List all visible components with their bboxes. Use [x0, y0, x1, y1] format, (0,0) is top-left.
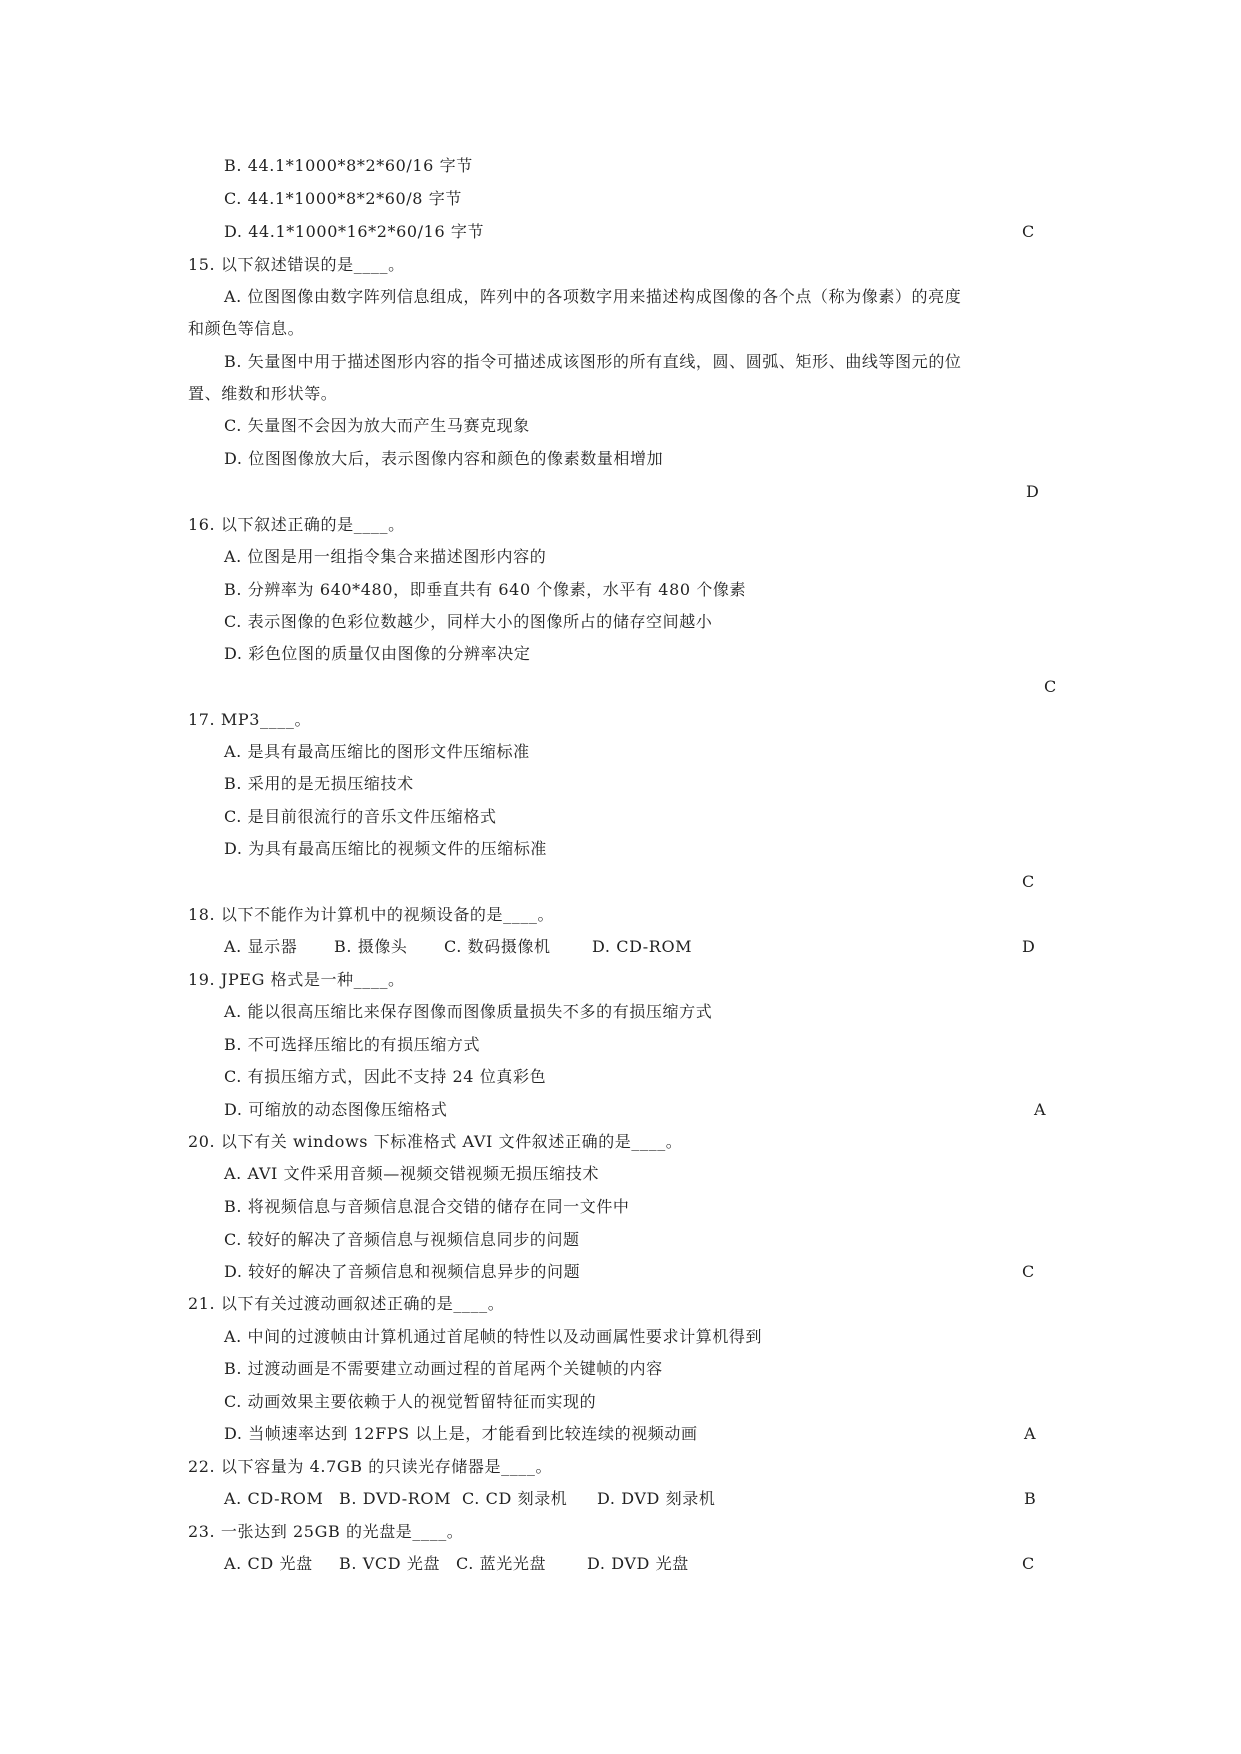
q14-option-b: B. 44.1*1000*8*2*60/16 字节: [224, 156, 473, 175]
q20-option-c: C. 较好的解决了音频信息与视频信息同步的问题: [224, 1230, 580, 1249]
q18-option-d: D. CD-ROM: [592, 937, 693, 956]
q21-option-c: C. 动画效果主要依赖于人的视觉暂留特征而实现的: [224, 1392, 597, 1411]
q15-option-a-line2: 和颜色等信息。: [188, 319, 305, 338]
q23-option-b: B. VCD 光盘: [339, 1554, 441, 1573]
q19-option-a: A. 能以很高压缩比来保存图像而图像质量损失不多的有损压缩方式: [224, 1002, 713, 1021]
q22-option-b: B. DVD-ROM: [339, 1489, 452, 1508]
q22-answer: B: [1024, 1489, 1036, 1508]
q14-option-d: D. 44.1*1000*16*2*60/16 字节: [224, 222, 485, 241]
q21-option-b: B. 过渡动画是不需要建立动画过程的首尾两个关键帧的内容: [224, 1359, 663, 1378]
q16-option-d: D. 彩色位图的质量仅由图像的分辨率决定: [224, 644, 531, 663]
q18-stem: 18. 以下不能作为计算机中的视频设备的是____。: [188, 905, 555, 924]
q22-options: [224, 1488, 715, 1510]
q16-option-b: B. 分辨率为 640*480，即垂直共有 640 个像素，水平有 480 个像素: [224, 580, 747, 599]
q22-option-a: A. CD-ROM: [224, 1489, 324, 1508]
q22-option-c: C. CD 刻录机: [462, 1489, 568, 1508]
q17-stem: 17. MP3____。: [188, 710, 312, 729]
q16-option-a: A. 位图是用一组指令集合来描述图形内容的: [224, 547, 547, 566]
q23-options: [224, 1553, 689, 1575]
q20-stem: 20. 以下有关 windows 下标准格式 AVI 文件叙述正确的是____。: [188, 1132, 683, 1151]
q22-stem: 22. 以下容量为 4.7GB 的只读光存储器是____。: [188, 1457, 553, 1476]
q14-answer: C: [1022, 222, 1035, 241]
q15-option-d: D. 位图图像放大后，表示图像内容和颜色的像素数量相增加: [224, 449, 664, 468]
q18-option-a: A. 显示器: [224, 937, 298, 956]
q21-stem: 21. 以下有关过渡动画叙述正确的是____。: [188, 1294, 505, 1313]
q19-option-d: D. 可缩放的动态图像压缩格式: [224, 1100, 448, 1119]
q17-option-b: B. 采用的是无损压缩技术: [224, 774, 414, 793]
q19-option-c: C. 有损压缩方式，因此不支持 24 位真彩色: [224, 1067, 547, 1086]
q15-stem: 15. 以下叙述错误的是____。: [188, 255, 405, 274]
q15-option-b-line1: B. 矢量图中用于描述图形内容的指令可描述成该图形的所有直线，圆、圆弧、矩形、曲线等图元的位: [224, 352, 962, 371]
q21-option-d: D. 当帧速率达到 12FPS 以上是，才能看到比较连续的视频动画: [224, 1424, 698, 1443]
q16-option-c: C. 表示图像的色彩位数越少，同样大小的图像所占的储存空间越小: [224, 612, 713, 631]
q17-answer: C: [1022, 872, 1035, 891]
q19-answer: A: [1034, 1100, 1046, 1119]
q19-stem: 19. JPEG 格式是一种____。: [188, 970, 405, 989]
q20-option-b: B. 将视频信息与音频信息混合交错的储存在同一文件中: [224, 1197, 630, 1216]
q19-option-b: B. 不可选择压缩比的有损压缩方式: [224, 1035, 481, 1054]
q17-option-c: C. 是目前很流行的音乐文件压缩格式: [224, 807, 497, 826]
q15-option-c: C. 矢量图不会因为放大而产生马赛克现象: [224, 416, 530, 435]
q15-answer: D: [1026, 482, 1039, 501]
q16-stem: 16. 以下叙述正确的是____。: [188, 515, 405, 534]
q18-option-b: B. 摄像头: [334, 937, 408, 956]
q23-stem: 23. 一张达到 25GB 的光盘是____。: [188, 1522, 464, 1541]
q23-answer: C: [1022, 1554, 1035, 1573]
q20-option-a: A. AVI 文件采用音频—视频交错视频无损压缩技术: [224, 1164, 600, 1183]
q23-option-a: A. CD 光盘: [224, 1554, 313, 1573]
q15-option-b-line2: 置、维数和形状等。: [188, 384, 338, 403]
q18-option-c: C. 数码摄像机: [444, 937, 551, 956]
q17-option-d: D. 为具有最高压缩比的视频文件的压缩标准: [224, 839, 548, 858]
q22-option-d: D. DVD 刻录机: [597, 1489, 716, 1508]
q20-option-d: D. 较好的解决了音频信息和视频信息异步的问题: [224, 1262, 581, 1281]
q17-option-a: A. 是具有最高压缩比的图形文件压缩标准: [224, 742, 530, 761]
q16-answer: C: [1044, 677, 1057, 696]
q14-option-c: C. 44.1*1000*8*2*60/8 字节: [224, 189, 462, 208]
q23-option-c: C. 蓝光光盘: [456, 1554, 547, 1573]
q18-options: [224, 936, 692, 958]
q21-answer: A: [1024, 1424, 1036, 1443]
q20-answer: C: [1022, 1262, 1035, 1281]
q21-option-a: A. 中间的过渡帧由计算机通过首尾帧的特性以及动画属性要求计算机得到: [224, 1327, 763, 1346]
q15-option-a-line1: A. 位图图像由数字阵列信息组成，阵列中的各项数字用来描述构成图像的各个点（称为像素）的亮度: [224, 287, 962, 306]
q18-answer: D: [1022, 937, 1035, 956]
q23-option-d: D. DVD 光盘: [587, 1554, 689, 1573]
